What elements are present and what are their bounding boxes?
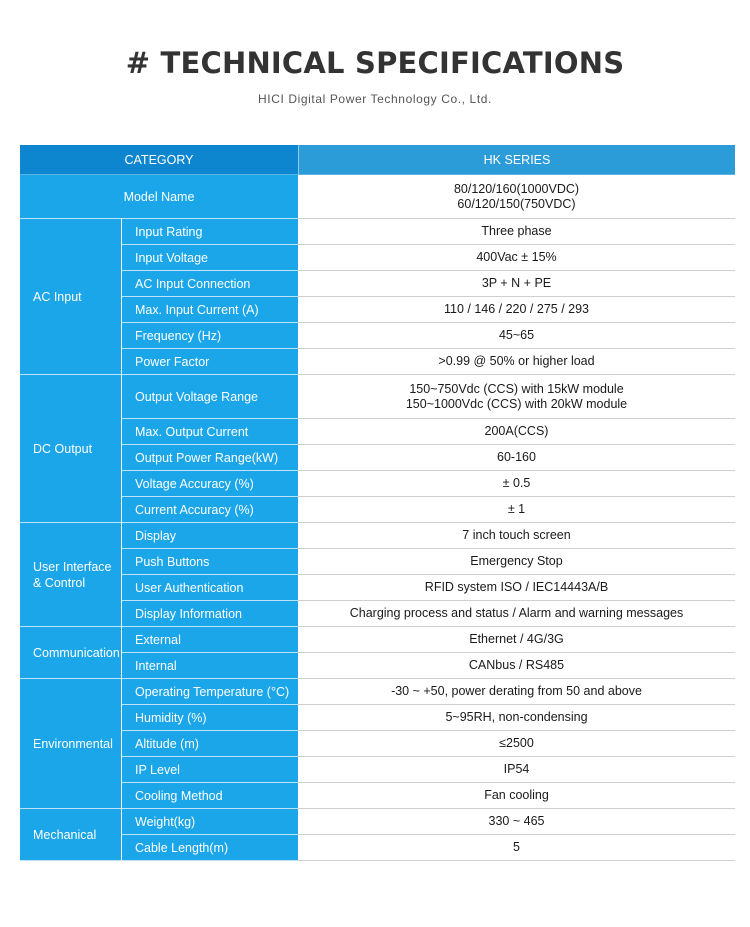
spec-label: External <box>121 627 298 653</box>
spec-label: Input Voltage <box>121 245 298 271</box>
spec-value: 5 <box>298 835 735 861</box>
group-mechanical: Mechanical <box>20 809 121 861</box>
spec-value: >0.99 @ 50% or higher load <box>298 349 735 375</box>
spec-value-line2: 150~1000Vdc (CCS) with 20kW module <box>405 396 628 411</box>
group-ac-input: AC Input <box>20 219 121 375</box>
spec-value: 5~95RH, non-condensing <box>298 705 735 731</box>
spec-value: 45~65 <box>298 323 735 349</box>
spec-label: Max. Input Current (A) <box>121 297 298 323</box>
spec-value: 110 / 146 / 220 / 275 / 293 <box>298 297 735 323</box>
spec-value: 3P + N + PE <box>298 271 735 297</box>
spec-label: Output Voltage Range <box>121 375 298 419</box>
spec-label: AC Input Connection <box>121 271 298 297</box>
spec-value-line1: 150~750Vdc (CCS) with 15kW module <box>409 381 624 396</box>
series-header: HK SERIES <box>298 145 735 175</box>
spec-value: IP54 <box>298 757 735 783</box>
spec-value: 60-160 <box>298 445 735 471</box>
spec-label: Altitude (m) <box>121 731 298 757</box>
group-dc-output: DC Output <box>20 375 121 523</box>
spec-value: CANbus / RS485 <box>298 653 735 679</box>
spec-label: Current Accuracy (%) <box>121 497 298 523</box>
spec-value: -30 ~ +50, power derating from 50 and above <box>298 679 735 705</box>
spec-label: Cable Length(m) <box>121 835 298 861</box>
spec-value: ≤2500 <box>298 731 735 757</box>
spec-label: Max. Output Current <box>121 419 298 445</box>
spec-table <box>20 145 735 861</box>
spec-label: Push Buttons <box>121 549 298 575</box>
model-name-value-line2: 60/120/150(750VDC) <box>457 196 576 211</box>
spec-value: Charging process and status / Alarm and warning messages <box>298 601 735 627</box>
spec-label: Humidity (%) <box>121 705 298 731</box>
page-title: # TECHNICAL SPECIFICATIONS <box>125 46 625 80</box>
spec-value: Emergency Stop <box>298 549 735 575</box>
spec-label: Display <box>121 523 298 549</box>
group-user-interface: User Interface & Control <box>20 523 121 627</box>
spec-label: IP Level <box>121 757 298 783</box>
spec-value: Ethernet / 4G/3G <box>298 627 735 653</box>
spec-value <box>298 375 735 419</box>
spec-label: Operating Temperature (°C) <box>121 679 298 705</box>
spec-value: 7 inch touch screen <box>298 523 735 549</box>
spec-label: Output Power Range(kW) <box>121 445 298 471</box>
spec-label: Voltage Accuracy (%) <box>121 471 298 497</box>
model-name-label: Model Name <box>20 175 298 219</box>
spec-label: Internal <box>121 653 298 679</box>
spec-value: ± 0.5 <box>298 471 735 497</box>
spec-value: RFID system ISO / IEC14443A/B <box>298 575 735 601</box>
model-name-value-line1: 80/120/160(1000VDC) <box>453 181 580 196</box>
spec-label: Display Information <box>121 601 298 627</box>
group-communication: Communication <box>20 627 121 679</box>
category-header: CATEGORY <box>20 145 298 175</box>
company-name: HICI Digital Power Technology Co., Ltd. <box>258 92 492 106</box>
group-environmental: Environmental <box>20 679 121 809</box>
spec-value: 330 ~ 465 <box>298 809 735 835</box>
spec-label: Power Factor <box>121 349 298 375</box>
model-name-value <box>298 175 735 219</box>
spec-value: Fan cooling <box>298 783 735 809</box>
spec-label: Frequency (Hz) <box>121 323 298 349</box>
spec-label: Input Rating <box>121 219 298 245</box>
spec-label: Weight(kg) <box>121 809 298 835</box>
spec-label: Cooling Method <box>121 783 298 809</box>
spec-value: 400Vac ± 15% <box>298 245 735 271</box>
spec-value: 200A(CCS) <box>298 419 735 445</box>
spec-label: User Authentication <box>121 575 298 601</box>
spec-value: ± 1 <box>298 497 735 523</box>
spec-value: Three phase <box>298 219 735 245</box>
